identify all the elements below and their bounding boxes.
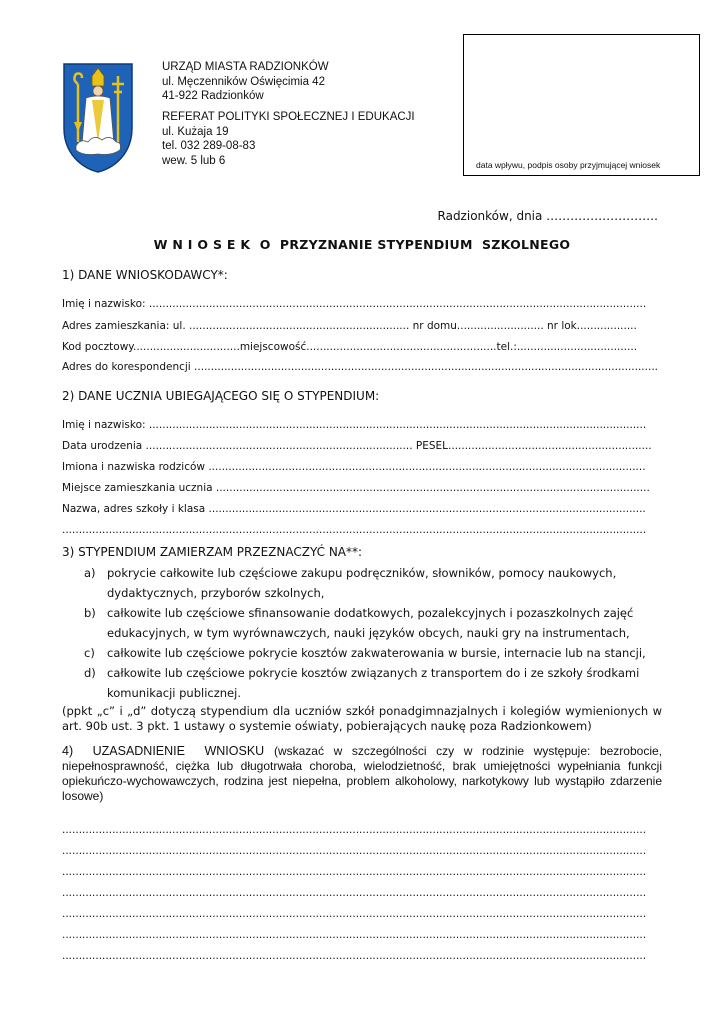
- department-extension: wew. 5 lub 6: [162, 154, 226, 167]
- item-label: a): [84, 566, 96, 580]
- applicant-name-field: Imię i nazwisko: .....................................................................................................................................................: [62, 298, 647, 310]
- department-phone: tel. 032 289-08-83: [162, 140, 256, 152]
- section-4-heading: 4) UZASADNIENIE WNIOSKU: [62, 744, 265, 758]
- extra-dotted-line: ...............................................................................................................................................................................: [62, 524, 647, 536]
- justification-line: ...............................................................................................................................................................................: [62, 887, 647, 899]
- student-residence-field: Miejsce zamieszkania ucznia ..................................................................................................................................: [62, 482, 650, 494]
- purpose-note: (ppkt „c” i „d” dotyczą stypendium dla uczniów szkół ponadgimnazjalnych i kolegiów wymienionych w art. 90b ust. 3 pkt. 1 ustawy o systemie oświaty, pobierających naukę poza Radzionkowem): [62, 704, 662, 733]
- office-street: ul. Męczenników Oświęcimia 42: [162, 75, 325, 88]
- section-4-description: (wskazać w szczególności czy w rodzinie występuje: bezrobocie, niepełnosprawność, ciężka lub długotrwała choroba, wielodzietność, brak umiejętności wypełniania funkcji opiekuńczo-wychowawczych, rodzina jest niepełna, problem alkoholowy, narkotykowy lub wystąpiło zdarzenie losowe): [62, 744, 662, 803]
- student-birth-pesel-field: Data urodzenia ................................................................................ PESEL.............................................................: [62, 440, 652, 452]
- item-text: całkowite lub częściowe pokrycie kosztów związanych z transportem do i ze szkoły środkami: [107, 666, 640, 680]
- applicant-address-field: Adres zamieszkania: ul. .................................................................. nr domu.......................... nr lok..................: [62, 320, 637, 332]
- item-label: d): [84, 666, 96, 680]
- student-name-field: Imię i nazwisko: .....................................................................................................................................................: [62, 419, 647, 431]
- applicant-correspondence-field: Adres do korespondencji ...........................................................................................................................................: [62, 361, 658, 373]
- department-street: ul. Kużaja 19: [162, 125, 229, 138]
- item-text-cont: komunikacji publicznej.: [107, 686, 241, 700]
- justification-line: ...............................................................................................................................................................................: [62, 866, 647, 878]
- section-4-block: [62, 744, 662, 804]
- receipt-stamp-box: [463, 34, 700, 176]
- stamp-box-caption: data wpływu, podpis osoby przyjmującej wniosek: [476, 160, 661, 170]
- justification-line: ...............................................................................................................................................................................: [62, 950, 647, 962]
- purpose-item-d: [0, 666, 724, 706]
- applicant-postal-field: Kod pocztowy................................miejscowość.........................................................tel.:....................................: [62, 341, 638, 353]
- justification-line: ...............................................................................................................................................................................: [62, 845, 647, 857]
- item-text: pokrycie całkowite lub częściowe zakupu podręczników, słowników, pomocy naukowych,: [107, 566, 617, 580]
- coat-of-arms-icon: [62, 62, 134, 174]
- office-city: 41-922 Radzionków: [162, 90, 264, 102]
- section-2-heading: 2) DANE UCZNIA UBIEGAJĄCEGO SIĘ O STYPENDIUM:: [62, 389, 380, 403]
- school-address-field: Nazwa, adres szkoły i klasa ...................................................................................................................................: [62, 503, 646, 515]
- item-text-cont: edukacyjnych, w tym wyrównawczych, nauki języków obcych, nauki gry na instrumentach,: [107, 626, 630, 640]
- item-label: c): [84, 646, 95, 660]
- justification-line: ...............................................................................................................................................................................: [62, 824, 647, 836]
- justification-line: ...............................................................................................................................................................................: [62, 929, 647, 941]
- header-department-block: [162, 110, 415, 168]
- document-title: W N I O S E K O PRZYZNANIE STYPENDIUM SZKOLNEGO: [153, 237, 571, 252]
- item-text: całkowite lub częściowe pokrycie kosztów zakwaterowania w bursie, internacie lub na stancji,: [107, 646, 646, 660]
- item-text-cont: dydaktycznych, przyborów szkolnych,: [107, 586, 325, 600]
- parents-names-field: Imiona i nazwiska rodziców ...................................................................................................................................: [62, 461, 646, 473]
- item-text: całkowite lub częściowe sfinansowanie dodatkowych, pozalekcyjnych i pozaszkolnych zajęć: [107, 606, 634, 620]
- purpose-item-b: [0, 606, 724, 646]
- purpose-item-c: [0, 646, 724, 666]
- office-name: URZĄD MIASTA RADZIONKÓW: [162, 61, 329, 73]
- header-office-block: [162, 60, 329, 104]
- item-label: b): [84, 606, 96, 620]
- place-and-date: Radzionków, dnia ……………………….: [437, 209, 658, 223]
- department-name: REFERAT POLITYKI SPOŁECZNEJ I EDUKACJI: [162, 111, 415, 123]
- purpose-item-a: [0, 566, 724, 606]
- section-3-heading: 3) STYPENDIUM ZAMIERZAM PRZEZNACZYĆ NA**:: [62, 545, 363, 559]
- justification-line: ...............................................................................................................................................................................: [62, 908, 647, 920]
- section-1-heading: 1) DANE WNIOSKODAWCY*:: [62, 268, 228, 282]
